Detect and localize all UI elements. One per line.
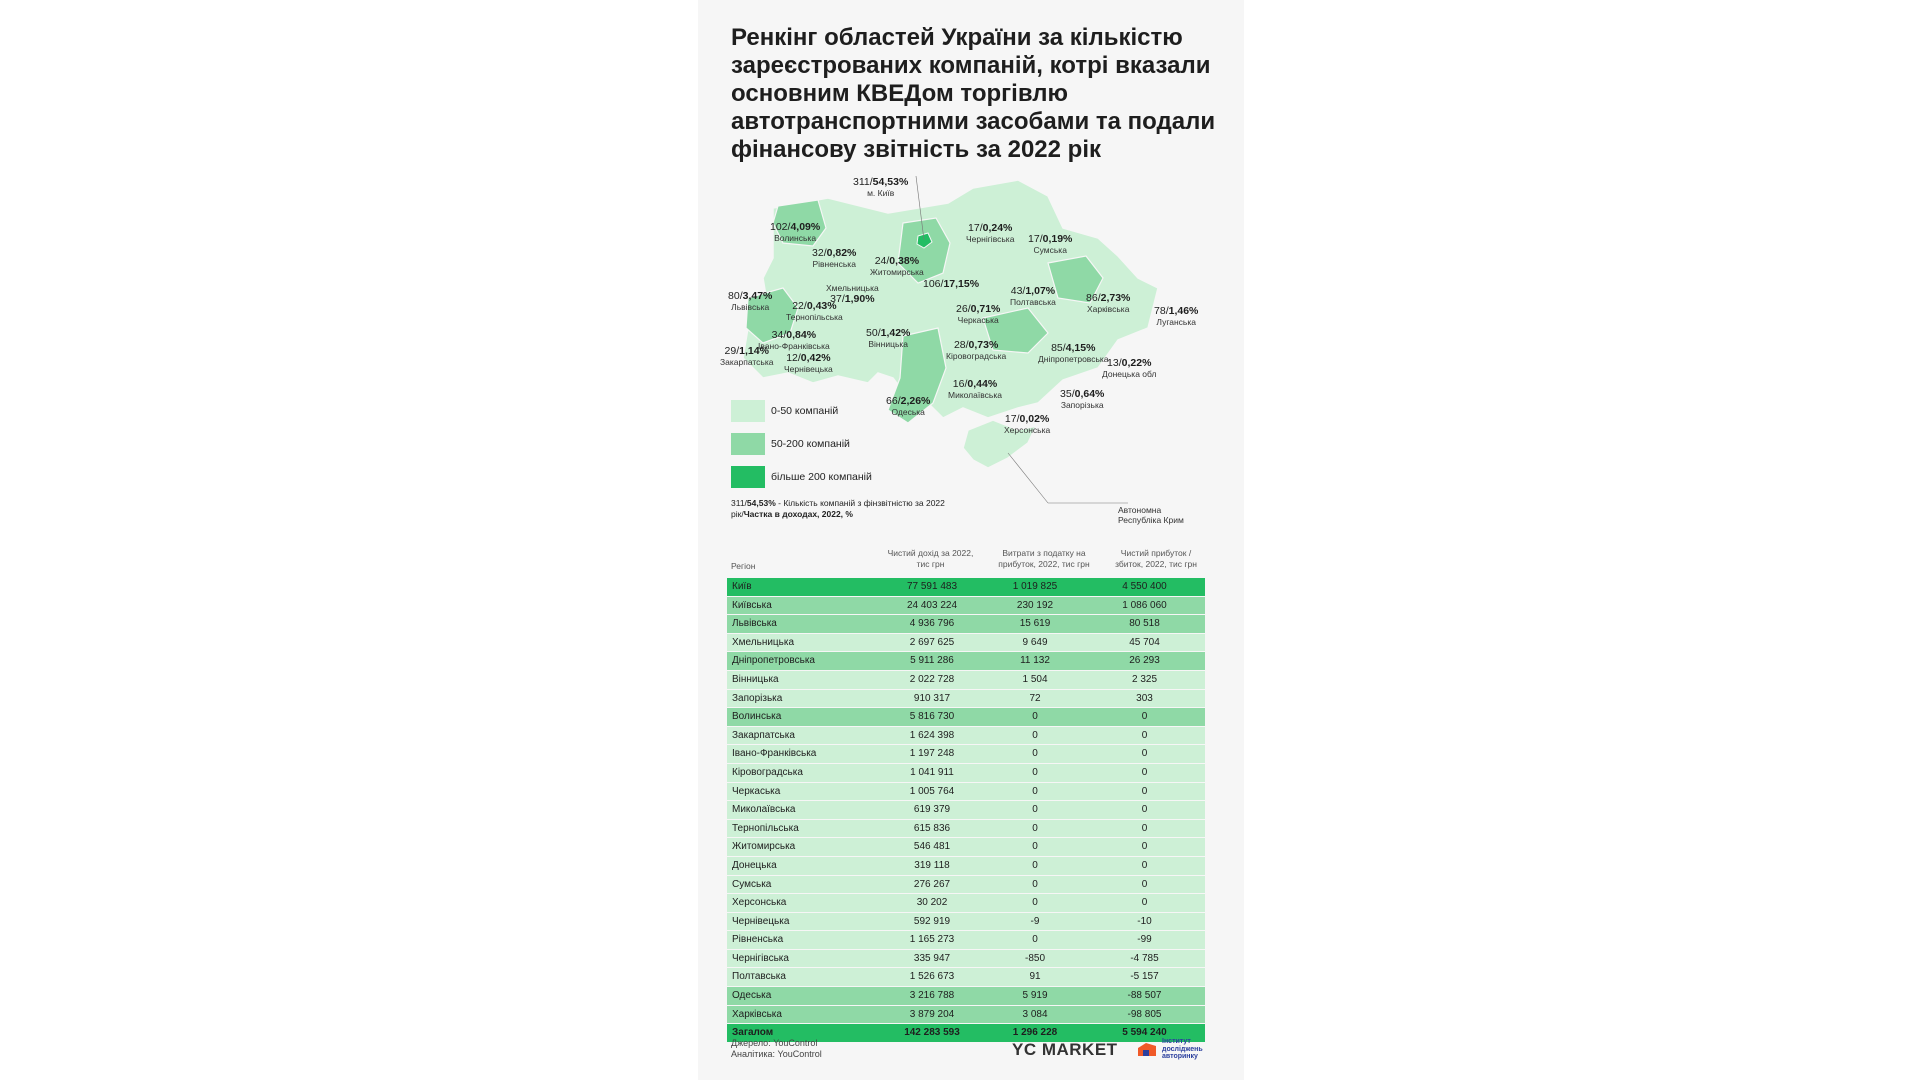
region-cell: Київська [732, 599, 772, 611]
map-label-khmelnytska: Хмельницька 37/1,90% [826, 283, 879, 305]
footer-source [731, 1038, 822, 1060]
map-label-vinnytska: 50/1,42% Вінницька [866, 327, 911, 349]
infographic-card [698, 0, 1244, 1080]
map-label-zaporizka: 35/0,64% Запорізька [1060, 388, 1105, 410]
revenue-cell: 1 624 398 [909, 729, 955, 741]
table-row [727, 783, 1205, 802]
region-cell: Чернігівська [732, 952, 789, 964]
legend-item [731, 466, 911, 490]
tax-cell: 0 [1032, 804, 1038, 816]
col-header-revenue: Чистий дохід за 2022, тис грн [887, 548, 974, 569]
region-cell: Запорізька [732, 692, 783, 704]
region-cell: Миколаївська [732, 804, 796, 816]
map-label-kyivska: 106/17,15% [923, 278, 980, 290]
source-text: Джерело: YouControl [731, 1038, 818, 1048]
profit-cell: 0 [1141, 729, 1148, 741]
table-row [727, 690, 1205, 709]
region-cell: Івано-Франківська [732, 748, 817, 760]
tax-cell: 0 [1032, 822, 1038, 834]
tax-cell: 0 [1032, 785, 1038, 797]
region-cell: Сумська [732, 878, 772, 890]
yc-market-logo: YC MARKET [1012, 1040, 1118, 1059]
tax-cell: 1 504 [1022, 673, 1048, 685]
tax-cell: 1 296 228 [1012, 1027, 1058, 1039]
map-label-khersonska: 17/0,02% Херсонська [1004, 413, 1051, 435]
map-label-luhanska: 78/1,46% Луганська [1154, 305, 1199, 327]
revenue-cell: 615 836 [913, 822, 951, 834]
tax-cell: 91 [1029, 971, 1041, 983]
tax-cell: 0 [1032, 934, 1038, 946]
map-label-kirovohradska: 28/0,73% Кіровоградська [946, 339, 1007, 361]
map-label-zakarpatska: 29/1,14% Закарпатська [720, 345, 774, 367]
revenue-cell: 335 947 [913, 952, 951, 964]
profit-cell: 45 704 [1129, 636, 1160, 648]
region-cell: Рівненська [732, 934, 784, 946]
institute-logo-text: Інститут досліджень авторинку [1162, 1038, 1203, 1060]
institute-logo [1136, 1036, 1216, 1064]
revenue-cell: 2 697 625 [909, 636, 955, 648]
region-cell: Київ [732, 581, 752, 592]
region-cell: Херсонська [732, 897, 787, 909]
tax-cell: 0 [1032, 748, 1038, 760]
map-label-chernivetska: 12/0,42% Чернівецька [784, 352, 833, 374]
profit-cell: -88 507 [1127, 990, 1162, 1002]
map-label-rivnenska: 32/0,82% Рівненська [812, 247, 857, 269]
table-row [727, 708, 1205, 727]
map-label-volynska: 102/4,09% Волинська [770, 221, 821, 243]
region-cell: Закарпатська [732, 729, 795, 741]
tax-cell: 0 [1032, 878, 1038, 890]
table-header [731, 548, 1211, 578]
table-row [727, 745, 1205, 764]
region-cell: Тернопільська [732, 822, 799, 834]
page-title: Ренкінг областей України за кількістю зареєстрованих компаній, котрі вказали основним КВЕДом торгівлю автотранспортними засобами та подали фінансову звітність за 2022 рік [731, 24, 1216, 163]
analytics-text: Аналітика: YouControl [731, 1049, 822, 1059]
region-cell: Полтавська [732, 971, 786, 983]
tax-cell: 72 [1029, 692, 1041, 704]
map-label-dnipropetrovska: 85/4,15% Дніпропетровська [1038, 342, 1109, 364]
revenue-cell: 2 022 728 [909, 673, 955, 685]
profit-cell: 0 [1141, 859, 1148, 871]
map-label-poltavska: 43/1,07% Полтавська [1010, 285, 1056, 307]
profit-cell: 0 [1141, 822, 1148, 834]
region-cell: Одеська [732, 990, 772, 1002]
profit-cell: 0 [1141, 878, 1148, 890]
region-cell: Загалом [732, 1027, 774, 1039]
map-label-kyiv-city: 311/54,53% м. Київ [853, 176, 909, 198]
profit-cell: -5 157 [1130, 971, 1159, 983]
revenue-cell: 546 481 [913, 841, 951, 853]
legend-label: більше 200 компаній [771, 471, 872, 483]
region-cell: Волинська [732, 711, 782, 723]
profit-cell: -10 [1137, 915, 1152, 927]
revenue-cell: 592 919 [913, 915, 951, 927]
region-cell: Харківська [732, 1008, 782, 1020]
table-row [727, 950, 1205, 969]
profit-cell: 0 [1141, 711, 1148, 723]
map-note: 311/54,53% - Кількість компаній з фінзвітністю за 2022 рік/Частка в доходах, 2022, % [731, 498, 945, 519]
table-row [727, 671, 1205, 690]
col-header-region: Регіон [731, 561, 756, 571]
tax-cell: 1 019 825 [1012, 581, 1058, 592]
table-row [727, 987, 1205, 1006]
map-label-sumska: 17/0,19% Сумська [1028, 233, 1073, 255]
profit-cell: -98 805 [1127, 1008, 1162, 1020]
tax-cell: 5 919 [1022, 990, 1048, 1002]
table-row [727, 652, 1205, 671]
profit-cell: 303 [1136, 692, 1153, 704]
table-row [727, 913, 1205, 932]
table-row [727, 615, 1205, 634]
revenue-cell: 3 879 204 [909, 1008, 955, 1020]
table-row [727, 634, 1205, 653]
table-row [727, 838, 1205, 857]
table-row [727, 820, 1205, 839]
profit-cell: 26 293 [1129, 655, 1160, 667]
profit-cell: -4 785 [1130, 952, 1159, 964]
map-label-mykolaivska: 16/0,44% Миколаївська [948, 378, 1002, 400]
tax-cell: 0 [1032, 859, 1038, 871]
profit-cell: 0 [1141, 785, 1148, 797]
map-label-kharkivska: 86/2,73% Харківська [1086, 292, 1131, 314]
revenue-cell: 5 911 286 [910, 655, 954, 667]
legend-item [731, 400, 911, 424]
legend-item [731, 433, 911, 457]
revenue-cell: 276 267 [913, 878, 951, 890]
tax-cell: 230 192 [1016, 599, 1054, 611]
table-row [727, 727, 1205, 746]
region-cell: Хмельницька [732, 636, 795, 648]
tax-cell: 0 [1032, 897, 1038, 909]
profit-cell: 80 518 [1129, 618, 1160, 630]
revenue-cell: 142 283 593 [904, 1027, 960, 1039]
tax-cell: 3 084 [1022, 1008, 1048, 1020]
revenue-cell: 1 165 273 [909, 934, 955, 946]
tax-cell: -9 [1030, 915, 1040, 927]
region-cell: Кіровоградська [732, 766, 803, 778]
map-label-zhytomyrska: 24/0,38% Житомирська [870, 255, 924, 277]
institute-logo-icon [1136, 1038, 1158, 1060]
table-row [727, 1006, 1205, 1025]
revenue-cell: 77 591 483 [906, 581, 958, 592]
legend-label: 50-200 компаній [771, 438, 850, 450]
table-row [727, 931, 1205, 950]
map-label-donetska: 13/0,22% Донецька обл [1102, 357, 1157, 379]
revenue-cell: 910 317 [913, 692, 951, 704]
tax-cell: 0 [1032, 729, 1038, 741]
legend-swatch-dark [731, 466, 765, 488]
tax-cell: 11 132 [1020, 655, 1050, 667]
tax-cell: -850 [1024, 952, 1045, 964]
revenue-cell: 1 197 248 [909, 748, 955, 760]
map-label-cherkaska: 26/0,71% Черкаська [956, 303, 1001, 325]
revenue-cell: 319 118 [914, 859, 950, 871]
profit-cell: 5 594 240 [1122, 1027, 1167, 1039]
revenue-cell: 1 526 673 [909, 971, 955, 983]
region-cell: Чернівецька [732, 915, 790, 927]
profit-cell: 1 086 060 [1122, 599, 1167, 611]
profit-cell: -99 [1137, 934, 1152, 946]
revenue-cell: 5 816 730 [909, 711, 955, 723]
region-cell: Львівська [732, 618, 777, 630]
revenue-cell: 30 202 [916, 897, 948, 909]
legend-label: 0-50 компаній [771, 405, 839, 417]
tax-cell: 0 [1032, 766, 1038, 778]
region-cell: Житомирська [732, 841, 796, 853]
table-row [727, 801, 1205, 820]
profit-cell: 0 [1141, 841, 1148, 853]
table-row [727, 597, 1205, 616]
col-header-tax: Витрати з податку на прибуток, 2022, тис грн [998, 548, 1090, 569]
profit-cell: 0 [1141, 897, 1148, 909]
region-cell: Донецька [732, 859, 777, 871]
table-row [727, 876, 1205, 895]
revenue-cell: 1 005 764 [909, 785, 955, 797]
tax-cell: 0 [1032, 841, 1038, 853]
revenue-cell: 3 216 788 [909, 990, 955, 1002]
map-label-chernihivska: 17/0,24% Чернігівська [966, 222, 1015, 244]
profit-cell: 0 [1141, 804, 1148, 816]
map-label-odeska: 66/2,26% Одеська [886, 395, 931, 417]
map-leader-crimea [1008, 453, 1048, 503]
table-row [727, 578, 1205, 597]
tax-cell: 0 [1032, 711, 1038, 723]
data-table [727, 578, 1205, 1043]
map-label-ternopilska: 22/0,43% Тернопільська [786, 300, 843, 322]
profit-cell: 2 325 [1131, 673, 1158, 685]
profit-cell: 0 [1141, 748, 1148, 760]
profit-cell: 4 550 400 [1122, 581, 1167, 592]
revenue-cell: 619 379 [913, 804, 951, 816]
region-cell: Вінницька [732, 673, 779, 685]
table-row [727, 968, 1205, 987]
revenue-cell: 4 936 796 [909, 618, 955, 630]
region-cell: Черкаська [732, 785, 781, 797]
tax-cell: 15 619 [1019, 618, 1051, 630]
map-label-ivano-frankivska: 34/0,84% Івано-Франківська [758, 329, 830, 351]
legend-swatch-mid [731, 433, 765, 455]
tax-cell: 9 649 [1022, 636, 1048, 648]
table-row [727, 894, 1205, 913]
region-cell: Дніпропетровська [732, 655, 815, 667]
revenue-cell: 1 041 911 [910, 766, 954, 778]
legend-swatch-light [731, 400, 765, 422]
col-header-profit: Чистий прибуток / збиток, 2022, тис грн [1115, 548, 1197, 569]
profit-cell: 0 [1141, 766, 1148, 778]
table-row [727, 857, 1205, 876]
crimea-label: Автономна Республіка Крим [1118, 505, 1184, 525]
revenue-cell: 24 403 224 [906, 599, 958, 611]
map-label-lvivska: 80/3,47% Львівська [728, 290, 773, 312]
table-row [727, 764, 1205, 783]
